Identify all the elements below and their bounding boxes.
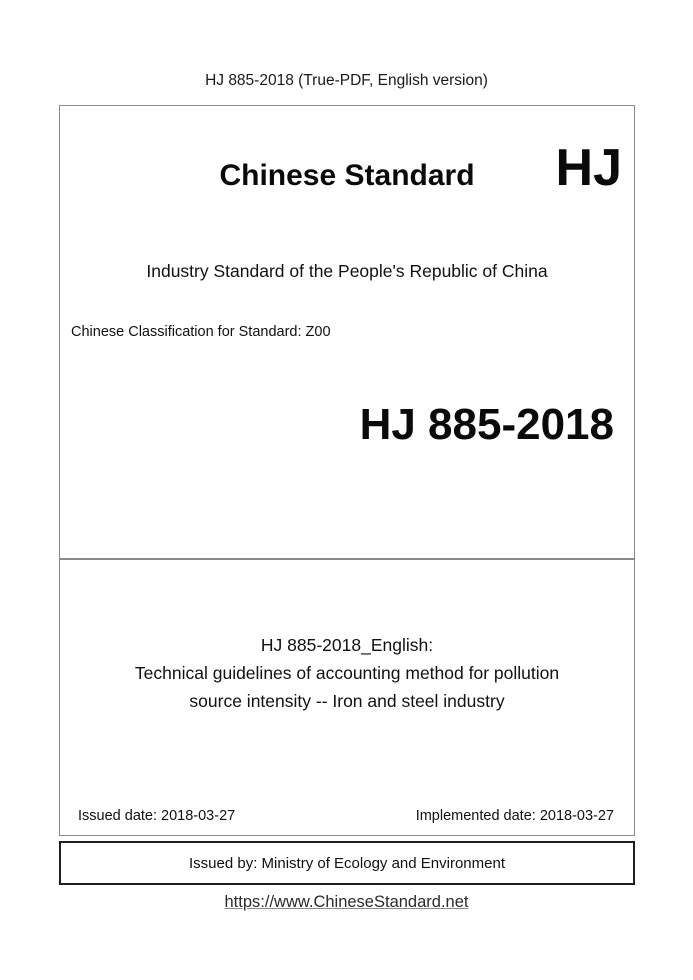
classification-line: Chinese Classification for Standard: Z00 [71, 324, 331, 340]
standard-number: HJ 885-2018 [359, 400, 614, 449]
english-title [60, 631, 634, 715]
industry-standard-line: Industry Standard of the People's Republic of China [146, 261, 548, 281]
brand-title: Chinese Standard [219, 159, 475, 192]
title-box [59, 105, 635, 559]
subtitle-box [59, 559, 635, 836]
issued-date: Issued date: 2018-03-27 [78, 808, 236, 824]
implemented-date: Implemented date: 2018-03-27 [415, 808, 614, 824]
english-title-line-1: HJ 885-2018_English: [260, 635, 434, 655]
issuer-box [59, 841, 635, 885]
document-header: HJ 885-2018 (True-PDF, English version) [205, 72, 488, 89]
footer-url-link[interactable]: https://www.ChineseStandard.net [224, 893, 469, 911]
hj-logo: HJ [555, 139, 622, 197]
english-title-line-3: source intensity -- Iron and steel industry [189, 691, 505, 711]
english-title-line-2: Technical guidelines of accounting method for pollution [134, 663, 560, 683]
issued-by-text: Issued by: Ministry of Ecology and Environment [189, 854, 505, 872]
dates-row [78, 806, 614, 826]
footer [0, 891, 693, 913]
